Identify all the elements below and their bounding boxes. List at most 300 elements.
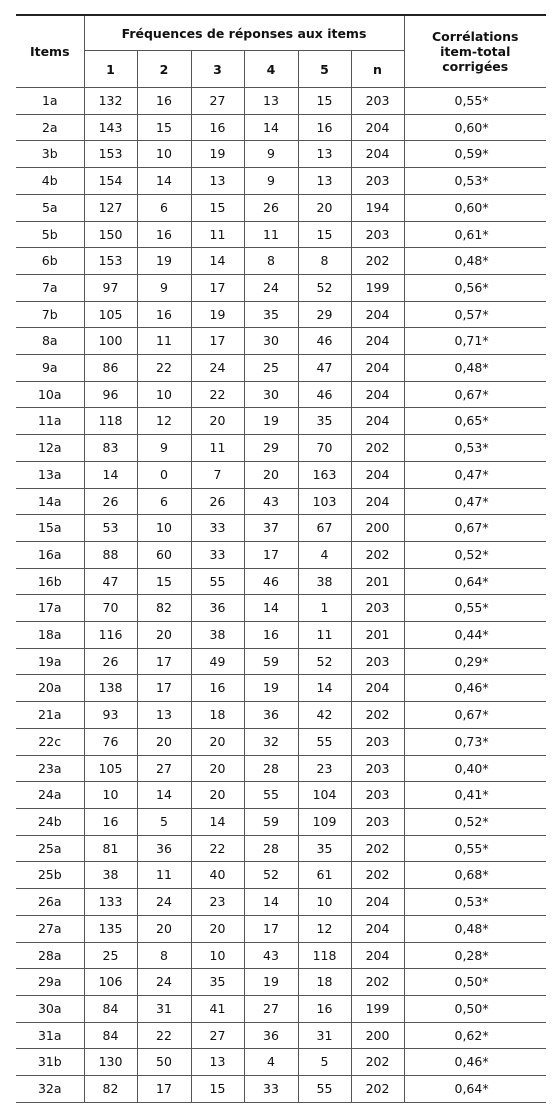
freq-3-cell: 13 (191, 1049, 244, 1076)
freq-1-cell: 96 (84, 381, 137, 408)
table-row (16, 541, 546, 568)
n-cell: 204 (351, 328, 404, 355)
correlation-cell: 0,64* (404, 568, 546, 595)
item-cell: 1a (16, 88, 84, 115)
n-cell: 203 (351, 595, 404, 622)
col-header-4: 4 (244, 51, 298, 88)
freq-1-cell: 53 (84, 515, 137, 542)
freq-5-cell: 12 (298, 915, 351, 942)
n-cell: 202 (351, 702, 404, 729)
freq-2-cell: 15 (137, 114, 191, 141)
freq-3-cell: 38 (191, 622, 244, 649)
freq-2-cell: 24 (137, 889, 191, 916)
n-cell: 203 (351, 782, 404, 809)
freq-5-cell: 70 (298, 435, 351, 462)
freq-5-cell: 47 (298, 355, 351, 382)
item-cell: 18a (16, 622, 84, 649)
item-cell: 19a (16, 648, 84, 675)
freq-1-cell: 135 (84, 915, 137, 942)
item-cell: 31b (16, 1049, 84, 1076)
freq-2-cell: 9 (137, 274, 191, 301)
freq-2-cell: 50 (137, 1049, 191, 1076)
freq-1-cell: 26 (84, 648, 137, 675)
correlation-cell: 0,50* (404, 995, 546, 1022)
table-row (16, 942, 546, 969)
freq-2-cell: 22 (137, 355, 191, 382)
freq-2-cell: 17 (137, 1076, 191, 1103)
correlation-cell: 0,57* (404, 301, 546, 328)
n-cell: 204 (351, 301, 404, 328)
correlation-cell: 0,40* (404, 755, 546, 782)
n-cell: 202 (351, 248, 404, 275)
freq-4-cell: 8 (244, 248, 298, 275)
freq-1-cell: 84 (84, 995, 137, 1022)
freq-2-cell: 6 (137, 488, 191, 515)
freq-2-cell: 24 (137, 969, 191, 996)
freq-5-cell: 15 (298, 221, 351, 248)
item-cell: 28a (16, 942, 84, 969)
n-cell: 199 (351, 274, 404, 301)
item-cell: 22c (16, 728, 84, 755)
n-cell: 203 (351, 648, 404, 675)
freq-3-cell: 24 (191, 355, 244, 382)
correlation-header-line-3: corrigées (442, 59, 509, 74)
freq-4-cell: 14 (244, 114, 298, 141)
freq-2-cell: 6 (137, 194, 191, 221)
freq-5-cell: 67 (298, 515, 351, 542)
freq-5-cell: 55 (298, 1076, 351, 1103)
correlation-cell: 0,50* (404, 969, 546, 996)
n-cell: 203 (351, 221, 404, 248)
table-row (16, 301, 546, 328)
table-row (16, 1049, 546, 1076)
table-row (16, 194, 546, 221)
freq-3-cell: 17 (191, 274, 244, 301)
freq-4-cell: 19 (244, 675, 298, 702)
item-cell: 17a (16, 595, 84, 622)
table-row (16, 595, 546, 622)
freq-3-cell: 49 (191, 648, 244, 675)
freq-4-cell: 19 (244, 408, 298, 435)
freq-4-cell: 35 (244, 301, 298, 328)
freq-4-cell: 30 (244, 381, 298, 408)
freq-5-cell: 20 (298, 194, 351, 221)
freq-2-cell: 60 (137, 541, 191, 568)
freq-1-cell: 132 (84, 88, 137, 115)
table-row (16, 221, 546, 248)
table-row (16, 862, 546, 889)
freq-3-cell: 27 (191, 1022, 244, 1049)
freq-4-cell: 16 (244, 622, 298, 649)
item-cell: 24a (16, 782, 84, 809)
freq-5-cell: 4 (298, 541, 351, 568)
freq-1-cell: 106 (84, 969, 137, 996)
freq-5-cell: 5 (298, 1049, 351, 1076)
table-row (16, 248, 546, 275)
freq-4-cell: 46 (244, 568, 298, 595)
col-header-2: 2 (137, 51, 191, 88)
freq-2-cell: 27 (137, 755, 191, 782)
freq-4-cell: 17 (244, 915, 298, 942)
correlation-cell: 0,48* (404, 355, 546, 382)
freq-3-cell: 14 (191, 808, 244, 835)
correlation-cell: 0,67* (404, 702, 546, 729)
freq-4-cell: 4 (244, 1049, 298, 1076)
item-cell: 7a (16, 274, 84, 301)
n-cell: 204 (351, 141, 404, 168)
freq-5-cell: 163 (298, 461, 351, 488)
table-header (16, 15, 546, 88)
n-cell: 204 (351, 355, 404, 382)
freq-1-cell: 82 (84, 1076, 137, 1103)
n-cell: 202 (351, 435, 404, 462)
table-row (16, 435, 546, 462)
table-row (16, 728, 546, 755)
freq-4-cell: 20 (244, 461, 298, 488)
freq-2-cell: 16 (137, 301, 191, 328)
freq-4-cell: 14 (244, 889, 298, 916)
freq-3-cell: 27 (191, 88, 244, 115)
freq-1-cell: 93 (84, 702, 137, 729)
item-cell: 2a (16, 114, 84, 141)
n-cell: 204 (351, 114, 404, 141)
freq-5-cell: 55 (298, 728, 351, 755)
freq-1-cell: 105 (84, 755, 137, 782)
correlation-cell: 0,53* (404, 168, 546, 195)
correlation-header (404, 15, 546, 88)
freq-5-cell: 10 (298, 889, 351, 916)
item-cell: 32a (16, 1076, 84, 1103)
freq-5-cell: 14 (298, 675, 351, 702)
freq-1-cell: 118 (84, 408, 137, 435)
n-cell: 204 (351, 675, 404, 702)
table-row (16, 915, 546, 942)
table-row (16, 355, 546, 382)
freq-3-cell: 20 (191, 915, 244, 942)
freq-2-cell: 36 (137, 835, 191, 862)
freq-3-cell: 55 (191, 568, 244, 595)
freq-4-cell: 13 (244, 88, 298, 115)
freq-5-cell: 23 (298, 755, 351, 782)
n-cell: 202 (351, 862, 404, 889)
freq-2-cell: 10 (137, 381, 191, 408)
item-cell: 16b (16, 568, 84, 595)
freq-5-cell: 42 (298, 702, 351, 729)
table-row (16, 141, 546, 168)
correlation-cell: 0,47* (404, 461, 546, 488)
freq-3-cell: 11 (191, 221, 244, 248)
n-cell: 202 (351, 835, 404, 862)
freq-1-cell: 150 (84, 221, 137, 248)
data-table-container (16, 14, 546, 1103)
freq-4-cell: 9 (244, 141, 298, 168)
correlation-cell: 0,52* (404, 808, 546, 835)
freq-2-cell: 20 (137, 622, 191, 649)
freq-1-cell: 26 (84, 488, 137, 515)
n-cell: 200 (351, 515, 404, 542)
freq-5-cell: 52 (298, 648, 351, 675)
correlation-cell: 0,60* (404, 194, 546, 221)
n-cell: 202 (351, 1049, 404, 1076)
freq-3-cell: 20 (191, 782, 244, 809)
freq-4-cell: 33 (244, 1076, 298, 1103)
correlation-cell: 0,29* (404, 648, 546, 675)
freq-2-cell: 9 (137, 435, 191, 462)
item-cell: 25b (16, 862, 84, 889)
correlation-cell: 0,56* (404, 274, 546, 301)
item-frequency-table (16, 14, 546, 1103)
table-row (16, 889, 546, 916)
item-cell: 30a (16, 995, 84, 1022)
item-cell: 27a (16, 915, 84, 942)
n-cell: 202 (351, 1076, 404, 1103)
correlation-cell: 0,47* (404, 488, 546, 515)
freq-4-cell: 55 (244, 782, 298, 809)
freq-1-cell: 130 (84, 1049, 137, 1076)
freq-3-cell: 18 (191, 702, 244, 729)
correlation-cell: 0,53* (404, 889, 546, 916)
freq-4-cell: 29 (244, 435, 298, 462)
col-header-n: n (351, 51, 404, 88)
n-cell: 202 (351, 969, 404, 996)
table-row (16, 461, 546, 488)
freq-4-cell: 43 (244, 942, 298, 969)
item-cell: 9a (16, 355, 84, 382)
correlation-cell: 0,64* (404, 1076, 546, 1103)
item-cell: 15a (16, 515, 84, 542)
table-row (16, 114, 546, 141)
freq-2-cell: 17 (137, 675, 191, 702)
freq-5-cell: 16 (298, 114, 351, 141)
correlation-cell: 0,44* (404, 622, 546, 649)
correlation-header-line-2: item-total (440, 44, 511, 59)
freq-5-cell: 18 (298, 969, 351, 996)
freq-1-cell: 86 (84, 355, 137, 382)
table-row (16, 622, 546, 649)
correlation-cell: 0,55* (404, 88, 546, 115)
freq-1-cell: 70 (84, 595, 137, 622)
freq-4-cell: 28 (244, 835, 298, 862)
freq-1-cell: 84 (84, 1022, 137, 1049)
n-cell: 201 (351, 622, 404, 649)
freq-1-cell: 105 (84, 301, 137, 328)
freq-2-cell: 20 (137, 728, 191, 755)
freq-5-cell: 13 (298, 168, 351, 195)
freq-4-cell: 32 (244, 728, 298, 755)
table-row (16, 1022, 546, 1049)
table-row (16, 1076, 546, 1103)
freq-5-cell: 52 (298, 274, 351, 301)
freq-3-cell: 40 (191, 862, 244, 889)
freq-3-cell: 11 (191, 435, 244, 462)
freq-2-cell: 16 (137, 88, 191, 115)
table-row (16, 648, 546, 675)
freq-1-cell: 16 (84, 808, 137, 835)
freq-2-cell: 31 (137, 995, 191, 1022)
table-row (16, 274, 546, 301)
table-row (16, 808, 546, 835)
freq-4-cell: 30 (244, 328, 298, 355)
freq-1-cell: 83 (84, 435, 137, 462)
n-cell: 204 (351, 408, 404, 435)
freq-5-cell: 104 (298, 782, 351, 809)
freq-5-cell: 46 (298, 381, 351, 408)
freq-1-cell: 127 (84, 194, 137, 221)
n-cell: 199 (351, 995, 404, 1022)
freq-1-cell: 76 (84, 728, 137, 755)
freq-5-cell: 29 (298, 301, 351, 328)
n-cell: 204 (351, 915, 404, 942)
freq-5-cell: 31 (298, 1022, 351, 1049)
freq-5-cell: 46 (298, 328, 351, 355)
freq-1-cell: 81 (84, 835, 137, 862)
freq-2-cell: 10 (137, 141, 191, 168)
freq-5-cell: 8 (298, 248, 351, 275)
freq-2-cell: 15 (137, 568, 191, 595)
table-row (16, 168, 546, 195)
table-row (16, 835, 546, 862)
freq-2-cell: 0 (137, 461, 191, 488)
freq-5-cell: 61 (298, 862, 351, 889)
item-cell: 25a (16, 835, 84, 862)
freq-1-cell: 38 (84, 862, 137, 889)
freq-4-cell: 37 (244, 515, 298, 542)
freq-1-cell: 116 (84, 622, 137, 649)
table-row (16, 969, 546, 996)
freq-3-cell: 7 (191, 461, 244, 488)
freq-1-cell: 88 (84, 541, 137, 568)
frequencies-group-header: Fréquences de réponses aux items (84, 15, 404, 51)
freq-5-cell: 35 (298, 835, 351, 862)
correlation-cell: 0,55* (404, 835, 546, 862)
correlation-cell: 0,73* (404, 728, 546, 755)
table-row (16, 328, 546, 355)
item-cell: 5b (16, 221, 84, 248)
freq-3-cell: 16 (191, 675, 244, 702)
freq-1-cell: 138 (84, 675, 137, 702)
freq-2-cell: 11 (137, 328, 191, 355)
item-cell: 23a (16, 755, 84, 782)
freq-2-cell: 19 (137, 248, 191, 275)
freq-3-cell: 22 (191, 381, 244, 408)
item-cell: 8a (16, 328, 84, 355)
freq-2-cell: 20 (137, 915, 191, 942)
item-cell: 14a (16, 488, 84, 515)
n-cell: 200 (351, 1022, 404, 1049)
n-cell: 204 (351, 381, 404, 408)
freq-1-cell: 143 (84, 114, 137, 141)
table-row (16, 782, 546, 809)
correlation-cell: 0,55* (404, 595, 546, 622)
freq-4-cell: 19 (244, 969, 298, 996)
freq-5-cell: 35 (298, 408, 351, 435)
item-cell: 3b (16, 141, 84, 168)
correlation-cell: 0,48* (404, 915, 546, 942)
item-cell: 21a (16, 702, 84, 729)
col-header-3: 3 (191, 51, 244, 88)
item-cell: 7b (16, 301, 84, 328)
table-row (16, 702, 546, 729)
item-cell: 13a (16, 461, 84, 488)
freq-3-cell: 10 (191, 942, 244, 969)
correlation-cell: 0,67* (404, 381, 546, 408)
freq-2-cell: 5 (137, 808, 191, 835)
freq-1-cell: 25 (84, 942, 137, 969)
item-cell: 24b (16, 808, 84, 835)
col-header-5: 5 (298, 51, 351, 88)
correlation-cell: 0,46* (404, 1049, 546, 1076)
item-cell: 26a (16, 889, 84, 916)
freq-3-cell: 35 (191, 969, 244, 996)
freq-1-cell: 47 (84, 568, 137, 595)
item-cell: 4b (16, 168, 84, 195)
freq-2-cell: 14 (137, 168, 191, 195)
table-row (16, 568, 546, 595)
freq-4-cell: 59 (244, 808, 298, 835)
item-cell: 6b (16, 248, 84, 275)
freq-5-cell: 15 (298, 88, 351, 115)
freq-3-cell: 20 (191, 728, 244, 755)
freq-1-cell: 97 (84, 274, 137, 301)
item-cell: 29a (16, 969, 84, 996)
freq-3-cell: 15 (191, 194, 244, 221)
freq-5-cell: 103 (298, 488, 351, 515)
freq-1-cell: 154 (84, 168, 137, 195)
item-cell: 31a (16, 1022, 84, 1049)
freq-4-cell: 17 (244, 541, 298, 568)
n-cell: 203 (351, 728, 404, 755)
freq-4-cell: 36 (244, 1022, 298, 1049)
freq-2-cell: 10 (137, 515, 191, 542)
table-row (16, 675, 546, 702)
freq-1-cell: 14 (84, 461, 137, 488)
freq-3-cell: 19 (191, 141, 244, 168)
freq-4-cell: 27 (244, 995, 298, 1022)
freq-3-cell: 17 (191, 328, 244, 355)
freq-2-cell: 22 (137, 1022, 191, 1049)
n-cell: 201 (351, 568, 404, 595)
item-cell: 16a (16, 541, 84, 568)
freq-2-cell: 14 (137, 782, 191, 809)
n-cell: 204 (351, 889, 404, 916)
freq-4-cell: 14 (244, 595, 298, 622)
table-row (16, 88, 546, 115)
freq-3-cell: 15 (191, 1076, 244, 1103)
correlation-cell: 0,68* (404, 862, 546, 889)
freq-1-cell: 153 (84, 141, 137, 168)
correlation-cell: 0,59* (404, 141, 546, 168)
correlation-cell: 0,46* (404, 675, 546, 702)
table-row (16, 995, 546, 1022)
freq-4-cell: 52 (244, 862, 298, 889)
freq-2-cell: 8 (137, 942, 191, 969)
freq-5-cell: 118 (298, 942, 351, 969)
freq-4-cell: 25 (244, 355, 298, 382)
n-cell: 204 (351, 488, 404, 515)
freq-2-cell: 13 (137, 702, 191, 729)
item-cell: 10a (16, 381, 84, 408)
freq-5-cell: 109 (298, 808, 351, 835)
freq-2-cell: 16 (137, 221, 191, 248)
table-row (16, 755, 546, 782)
freq-4-cell: 26 (244, 194, 298, 221)
n-cell: 202 (351, 541, 404, 568)
items-header: Items (16, 15, 84, 88)
freq-1-cell: 100 (84, 328, 137, 355)
n-cell: 203 (351, 755, 404, 782)
freq-2-cell: 82 (137, 595, 191, 622)
freq-5-cell: 38 (298, 568, 351, 595)
